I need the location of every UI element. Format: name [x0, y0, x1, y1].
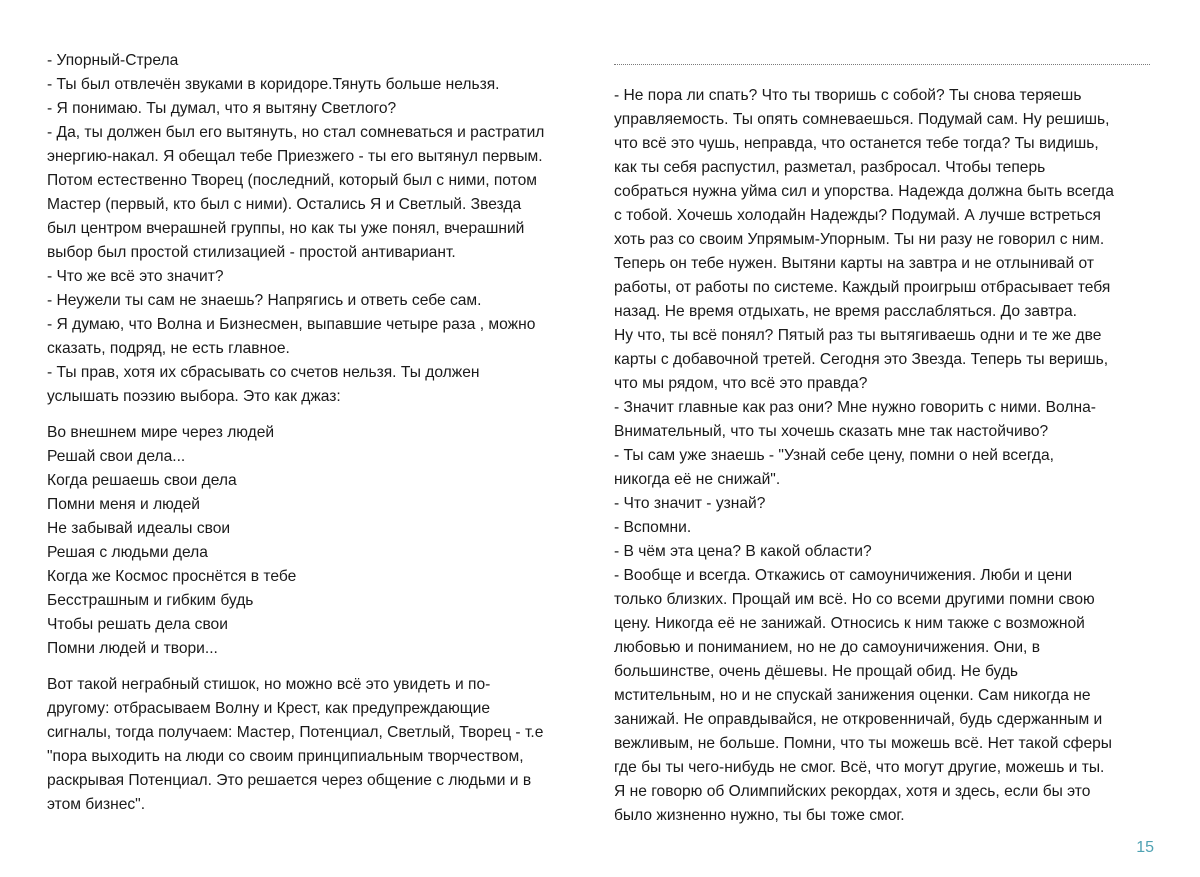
text-line: никогда её не снижай".: [614, 471, 781, 488]
text-line: этом бизнес".: [47, 796, 146, 813]
text-line: энергию-накал. Я обещал тебе Приезжего - ты его вытянул первым.: [47, 148, 543, 165]
text-line: - Вообще и всегда. Откажись от самоуничижения. Люби и цени: [614, 567, 1073, 584]
page-number: 15: [1136, 839, 1154, 856]
text-line: - В чём эта цена? В какой области?: [614, 543, 872, 560]
text-line: Я не говорю об Олимпийских рекордах, хотя и здесь, если бы это: [614, 783, 1091, 800]
text-line: что всё это чушь, неправда, что останется тебе тогда? Ты видишь,: [614, 135, 1099, 152]
text-line: - Да, ты должен был его вытянуть, но стал сомневаться и растратил: [47, 124, 545, 141]
text-block: [614, 84, 1154, 828]
text-line: Вот такой неграбный стишок, но можно всё это увидеть и по-: [47, 676, 491, 693]
text-line: большинстве, очень дёшевы. Не прощай обид. Не будь: [614, 663, 1019, 680]
text-line: "пора выходить на люди со своим принципиальным творчеством,: [47, 748, 524, 765]
text-line: Теперь он тебе нужен. Вытяни карты на завтра и не отлынивай от: [614, 255, 1094, 272]
text-line: работы, от работы по системе. Каждый проигрыш отбрасывает тебя: [614, 279, 1111, 296]
text-line: Помни людей и твори...: [47, 640, 218, 657]
text-line: Когда решаешь свои дела: [47, 472, 237, 489]
text-line: Потом естественно Творец (последний, который был с ними, потом: [47, 172, 537, 189]
text-line: управляемость. Ты опять сомневаешься. Подумай сам. Ну решишь,: [614, 111, 1110, 128]
text-line: Ну что, ты всё понял? Пятый раз ты вытягиваешь одни и те же две: [614, 327, 1102, 344]
text-line: Когда же Космос проснётся в тебе: [47, 568, 297, 585]
text-line: сказать, подряд, не есть главное.: [47, 340, 290, 357]
text-line: собраться нужна уйма сил и упорства. Надежда должна быть всегда: [614, 183, 1114, 200]
dotted-separator: [614, 64, 1150, 65]
text-line: что мы рядом, что всё это правда?: [614, 375, 868, 392]
text-line: был центром вчерашней группы, но как ты уже понял, вчерашний: [47, 220, 525, 237]
text-line: назад. Не время отдыхать, не время расслабляться. До завтра.: [614, 303, 1077, 320]
text-line: выбор был простой стилизацией - простой антивариант.: [47, 244, 456, 261]
text-line: любовью и пониманием, но не до самоуничижения. Они, в: [614, 639, 1041, 656]
text-block: [47, 421, 595, 661]
text-line: Чтобы решать дела свои: [47, 616, 228, 633]
text-line: - Что же всё это значит?: [47, 268, 224, 285]
text-line: с тобой. Хочешь холодайн Надежды? Подумай. А лучше встреться: [614, 207, 1101, 224]
text-line: - Вспомни.: [614, 519, 692, 536]
text-line: - Ты прав, хотя их сбрасывать со счетов нельзя. Ты должен: [47, 364, 480, 381]
text-line: - Я думаю, что Волна и Бизнесмен, выпавшие четыре раза , можно: [47, 316, 536, 333]
text-line: - Неужели ты сам не знаешь? Напрягись и ответь себе сам.: [47, 292, 482, 309]
text-line: Во внешнем мире через людей: [47, 424, 275, 441]
text-line: - Ты был отвлечён звуками в коридоре.Тянуть больше нельзя.: [47, 76, 500, 93]
text-line: как ты себя распустил, разметал, разбросал. Чтобы теперь: [614, 159, 1046, 176]
text-line: Не забывай идеалы свои: [47, 520, 231, 537]
left-column: [47, 49, 595, 817]
text-block: [47, 49, 595, 409]
text-line: - Значит главные как раз они? Мне нужно говорить с ними. Волна-: [614, 399, 1096, 416]
text-line: вежливым, не больше. Помни, что ты можешь всё. Нет такой сферы: [614, 735, 1112, 752]
text-line: Решая с людьми дела: [47, 544, 208, 561]
text-line: Помни меня и людей: [47, 496, 201, 513]
text-line: хоть раз со своим Упрямым-Упорным. Ты ни разу не говорил с ним.: [614, 231, 1105, 248]
text-line: занижай. Не оправдывайся, не откровенничай, будь сдержанным и: [614, 711, 1103, 728]
text-block: [47, 673, 595, 817]
text-line: мстительным, но и не спускай занижения оценки. Сам никогда не: [614, 687, 1091, 704]
text-line: раскрывая Потенциал. Это решается через общение с людьми и в: [47, 772, 532, 789]
text-line: - Я понимаю. Ты думал, что я вытяну Светлого?: [47, 100, 397, 117]
text-line: Внимательный, что ты хочешь сказать мне так настойчиво?: [614, 423, 1049, 440]
text-line: сигналы, тогда получаем: Мастер, Потенциал, Светлый, Творец - т.е: [47, 724, 544, 741]
text-line: услышать поэзию выбора. Это как джаз:: [47, 388, 341, 405]
right-column: [614, 49, 1154, 828]
text-line: Бесстрашным и гибким будь: [47, 592, 254, 609]
text-line: - Что значит - узнай?: [614, 495, 766, 512]
text-line: - Ты сам уже знаешь - "Узнай себе цену, помни о ней всегда,: [614, 447, 1054, 464]
text-line: карты с добавочной третей. Сегодня это Звезда. Теперь ты веришь,: [614, 351, 1109, 368]
text-line: было жизненно нужно, ты бы тоже смог.: [614, 807, 905, 824]
text-line: Мастер (первый, кто был с ними). Остались Я и Светлый. Звезда: [47, 196, 522, 213]
text-line: только близких. Прощай им всё. Но со всеми другими помни свою: [614, 591, 1095, 608]
text-line: - Упорный-Стрела: [47, 52, 179, 69]
text-line: Решай свои дела...: [47, 448, 186, 465]
text-line: где бы ты чего-нибудь не смог. Всё, что могут другие, можешь и ты.: [614, 759, 1105, 776]
text-line: - Не пора ли спать? Что ты творишь с собой? Ты снова теряешь: [614, 87, 1082, 104]
text-line: другому: отбрасываем Волну и Крест, как предупреждающие: [47, 700, 491, 717]
text-line: цену. Никогда её не занижай. Относись к ним также с возможной: [614, 615, 1085, 632]
